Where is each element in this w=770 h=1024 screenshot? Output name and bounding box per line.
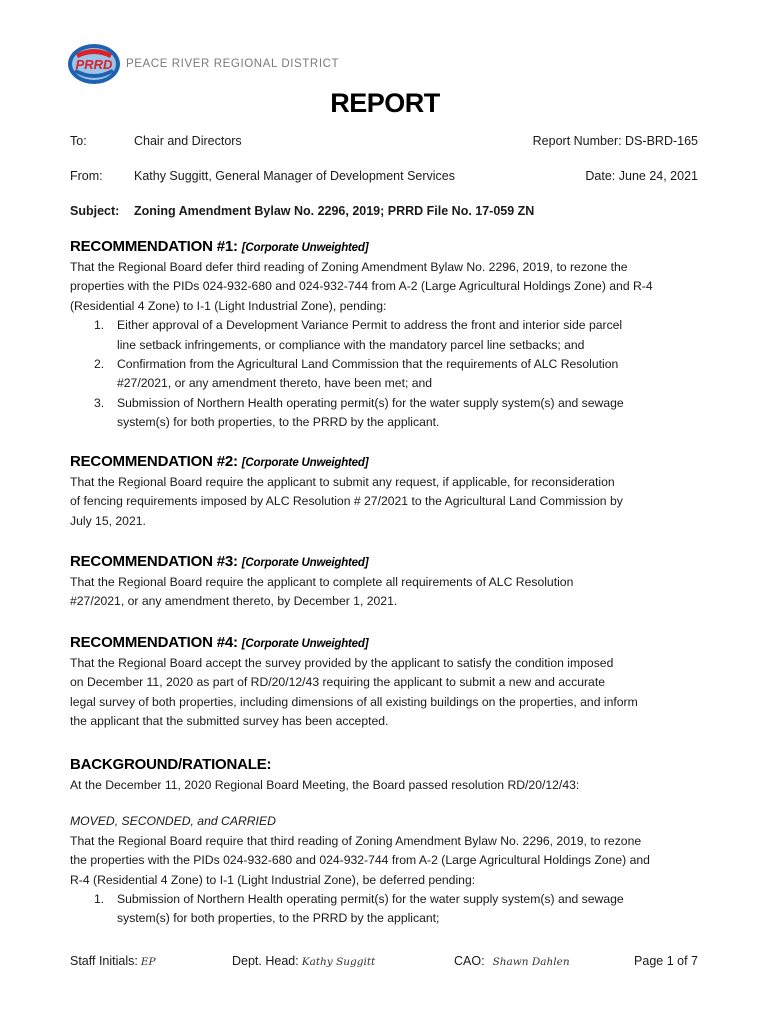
- recommendation-title: RECOMMENDATION #3:: [70, 553, 238, 570]
- cao-signature: Shawn Dahlen: [492, 956, 570, 968]
- background-list: [70, 890, 698, 929]
- report-date: Date: June 24, 2021: [585, 169, 698, 183]
- dept-label: Dept. Head:: [232, 954, 299, 968]
- text-line: (Residential 4 Zone) to I-1 (Light Industrial Zone), pending:: [70, 298, 387, 313]
- recommendation-tag: [Corporate Unweighted]: [241, 457, 369, 469]
- page-footer: [70, 954, 698, 974]
- text-line: #27/2021, or any amendment thereto, by December 1, 2021.: [70, 594, 398, 609]
- recommendation-heading: [70, 238, 698, 255]
- recommendation-tag: [Corporate Unweighted]: [241, 557, 369, 569]
- recommendation-text: [70, 258, 698, 316]
- to-value: Chair and Directors: [134, 134, 242, 148]
- text-line: Either approval of a Development Variance Permit to address the front and interior side parcel: [117, 318, 623, 333]
- prrd-logo: [66, 42, 122, 86]
- text-line: Submission of Northern Health operating permit(s) for the water supply system(s) and sewage: [117, 892, 624, 907]
- text-line: the applicant that the submitted survey has been accepted.: [70, 714, 389, 729]
- text-line: of fencing requirements imposed by ALC Resolution # 27/2021 to the Agricultural Land Commission by: [70, 494, 623, 509]
- from-row: [70, 169, 698, 187]
- list-item: [70, 355, 698, 394]
- to-label: To:: [70, 134, 87, 148]
- recommendation-text: [70, 573, 698, 612]
- list-number: 1.: [94, 892, 105, 907]
- recommendation-text: [70, 654, 698, 732]
- text-line: line setback infringements, or compliance with the mandatory parcel line setbacks; and: [117, 337, 585, 352]
- text-line: the properties with the PIDs 024-932-680 and 024-932-744 from A-2 (Large Agricultural Holdings Zone) and: [70, 853, 650, 868]
- subject-line: [70, 204, 534, 218]
- dept-signature: Kathy Suggitt: [301, 956, 376, 968]
- recommendation-heading: [70, 453, 698, 470]
- subject-label: Subject:: [70, 204, 120, 218]
- text-line: That the Regional Board require the applicant to complete all requirements of ALC Resolution: [70, 575, 574, 589]
- list-item: [70, 316, 698, 355]
- text-line: July 15, 2021.: [70, 513, 146, 528]
- background-section: [70, 756, 698, 929]
- recommendation-1: [70, 238, 698, 433]
- recommendation-title: RECOMMENDATION #1:: [70, 238, 238, 255]
- text-line: That the Regional Board require that third reading of Zoning Amendment Bylaw No. 2296, 2019, to rezone: [70, 833, 642, 848]
- recommendation-tag: [Corporate Unweighted]: [241, 638, 369, 650]
- staff-label: Staff Initials:: [70, 954, 138, 968]
- text-line: legal survey of both properties, including dimensions of all existing buildings on the properties, and inform: [70, 694, 638, 709]
- background-heading: BACKGROUND/RATIONALE:: [70, 756, 272, 773]
- staff-signature: EP: [140, 956, 156, 968]
- recommendation-4: [70, 634, 698, 732]
- list-item: [70, 890, 698, 929]
- recommendation-title: RECOMMENDATION #2:: [70, 453, 238, 470]
- text-line: That the Regional Board accept the survey provided by the applicant to satisfy the condition imposed: [70, 656, 614, 670]
- staff-initials: [70, 954, 156, 968]
- from-label: From:: [70, 169, 103, 183]
- cao: [454, 954, 570, 968]
- background-text: [70, 832, 698, 890]
- text-line: system(s) for both properties, to the PRRD by the applicant.: [117, 415, 440, 430]
- text-line: system(s) for both properties, to the PRRD by the applicant;: [117, 911, 440, 926]
- to-row: [70, 134, 698, 152]
- list-number: 3.: [94, 395, 105, 410]
- recommendation-2: [70, 453, 698, 531]
- recommendation-heading: [70, 553, 698, 570]
- recommendation-heading: [70, 634, 698, 651]
- text-line: on December 11, 2020 as part of RD/20/12/43 requiring the applicant to submit a new and accurate: [70, 675, 605, 690]
- cao-label: CAO:: [454, 954, 485, 968]
- text-line: Confirmation from the Agricultural Land Commission that the requirements of ALC Resolution: [117, 357, 619, 372]
- background-intro: At the December 11, 2020 Regional Board Meeting, the Board passed resolution RD/20/12/43:: [70, 778, 580, 792]
- report-number: Report Number: DS-BRD-165: [532, 134, 698, 148]
- recommendation-3: [70, 553, 698, 612]
- recommendation-list: [70, 316, 698, 432]
- list-number: 2.: [94, 357, 105, 372]
- motion-line: MOVED, SECONDED, and CARRIED: [70, 814, 276, 829]
- dept-head: [232, 954, 375, 968]
- from-value: Kathy Suggitt, General Manager of Development Services: [134, 169, 456, 183]
- recommendation-title: RECOMMENDATION #4:: [70, 634, 238, 651]
- org-name: PEACE RIVER REGIONAL DISTRICT: [126, 58, 340, 70]
- text-line: R-4 (Residential 4 Zone) to I-1 (Light Industrial Zone), be deferred pending:: [70, 872, 476, 887]
- list-item: [70, 394, 698, 433]
- text-line: That the Regional Board defer third reading of Zoning Amendment Bylaw No. 2296, 2019, to rezone the: [70, 260, 628, 274]
- text-line: properties with the PIDs 024-932-680 and 024-932-744 from A-2 (Large Agricultural Holdings Zone) and R-4: [70, 279, 653, 294]
- text-line: That the Regional Board require the applicant to submit any request, if applicable, for reconsideration: [70, 475, 615, 489]
- text-line: #27/2021, or any amendment thereto, have been met; and: [117, 376, 433, 391]
- logo-text: PRRD: [75, 57, 113, 72]
- page-number: Page 1 of 7: [634, 954, 698, 968]
- subject-value: Zoning Amendment Bylaw No. 2296, 2019; PRRD File No. 17-059 ZN: [134, 204, 535, 218]
- recommendation-tag: [Corporate Unweighted]: [241, 242, 369, 254]
- text-line: Submission of Northern Health operating permit(s) for the water supply system(s) and sewage: [117, 395, 624, 410]
- page-title: REPORT: [330, 88, 440, 118]
- list-number: 1.: [94, 318, 105, 333]
- recommendation-text: [70, 473, 698, 531]
